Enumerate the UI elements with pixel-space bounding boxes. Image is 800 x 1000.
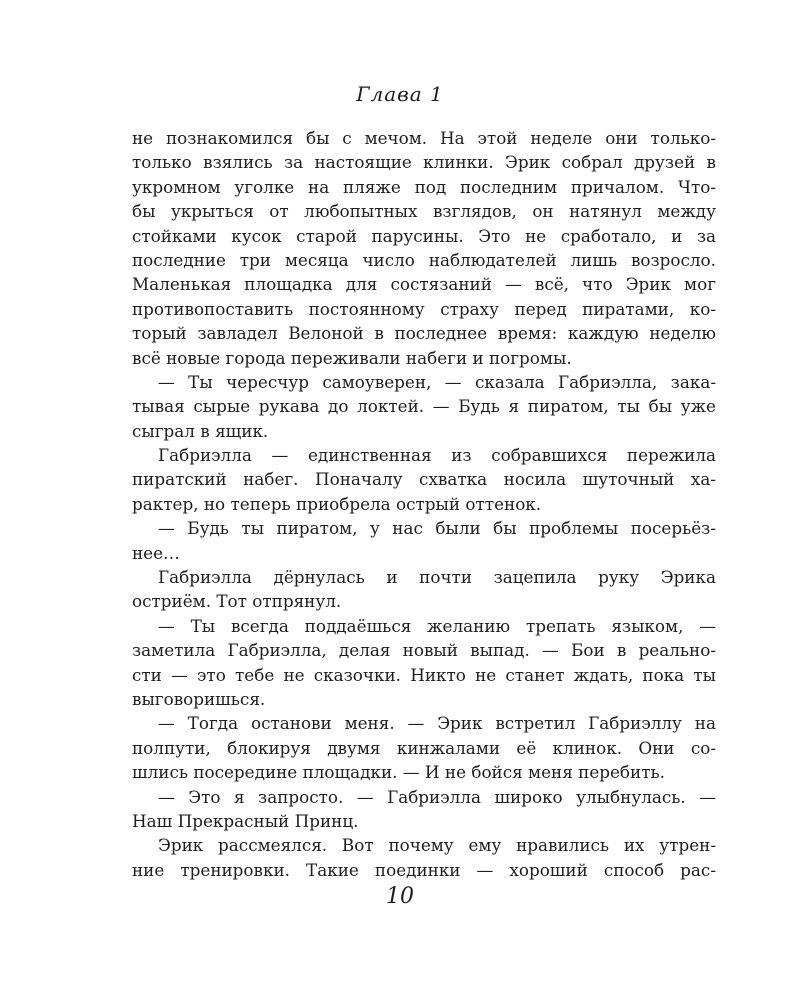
text-line: остриём. Тот отпрянул. (132, 591, 342, 612)
text-line: нее… (132, 542, 180, 563)
text-line: Габриэлла — единственная из собравшихся пережила (158, 445, 716, 466)
running-head: Глава 1 (356, 82, 444, 106)
paragraph (132, 785, 716, 834)
text-line: Габриэлла дёрнулась и почти зацепила руку Эрика (158, 567, 716, 588)
page-number: 10 (386, 884, 414, 909)
text-line: не познакомился бы с мечом. На этой неделе они только- (132, 128, 716, 148)
text-line: укромном уголке на пляже под последним причалом. Что- (132, 176, 716, 197)
paragraph (132, 833, 716, 882)
text-line: только взялись за настоящие клинки. Эрик собрал друзей в (132, 152, 716, 173)
text-line: рактер, но теперь приобрела острый оттенок. (132, 493, 542, 514)
text-line: полпути, блокируя двумя кинжалами её клинок. Они со- (132, 737, 716, 758)
paragraph (132, 126, 716, 370)
text-line: Эрик рассмеялся. Вот почему ему нравились их утрен- (158, 835, 716, 856)
text-line: последние три месяца число наблюдателей лишь возросло. (132, 249, 716, 270)
text-line: торый завладел Велоной в последнее время: каждую неделю (132, 323, 716, 344)
text-line: противопоставить постоянному страху перед пиратами, ко- (132, 298, 716, 319)
paragraph (132, 565, 716, 614)
text-line: тывая сырые рукава до локтей. — Будь я пиратом, ты бы уже (132, 396, 716, 417)
paragraph (132, 516, 716, 565)
text-line: выговоришься. (132, 688, 266, 709)
text-line: сти — это тебе не сказочки. Никто не станет ждать, пока ты (132, 664, 716, 685)
text-line: стойками кусок старой парусины. Это не сработало, и за (132, 225, 716, 246)
text-line: Маленькая площадка для состязаний — всё, что Эрик мог (132, 274, 716, 295)
text-line: — Это я запросто. — Габриэлла широко улыбнулась. — (158, 786, 716, 807)
text-line: — Ты чересчур самоуверен, — сказала Габриэлла, зака- (158, 371, 716, 392)
paragraph (132, 370, 716, 443)
text-line: ние тренировки. Такие поединки — хороший способ рас- (132, 859, 716, 880)
text-line: — Будь ты пиратом, у нас были бы проблемы посерьёз- (158, 518, 716, 539)
text-line: — Тогда останови меня. — Эрик встретил Габриэллу на (158, 713, 716, 734)
text-line: заметила Габриэлла, делая новый выпад. — Бои в реально- (132, 640, 716, 661)
text-line: Наш Прекрасный Принц. (132, 810, 359, 831)
text-line: — Ты всегда поддаёшься желанию трепать языком, — (158, 615, 716, 636)
body-text (132, 126, 716, 882)
paragraph (132, 443, 716, 516)
paragraph (132, 711, 716, 784)
paragraph (132, 614, 716, 712)
text-line: шлись посередине площадки. — И не бойся меня перебить. (132, 762, 665, 783)
text-line: бы укрыться от любопытных взглядов, он натянул между (132, 201, 716, 222)
text-line: пиратский набег. Поначалу схватка носила шуточный ха- (132, 469, 716, 490)
text-line: всё новые города переживали набеги и погромы. (132, 347, 572, 368)
text-line: сыграл в ящик. (132, 420, 269, 441)
